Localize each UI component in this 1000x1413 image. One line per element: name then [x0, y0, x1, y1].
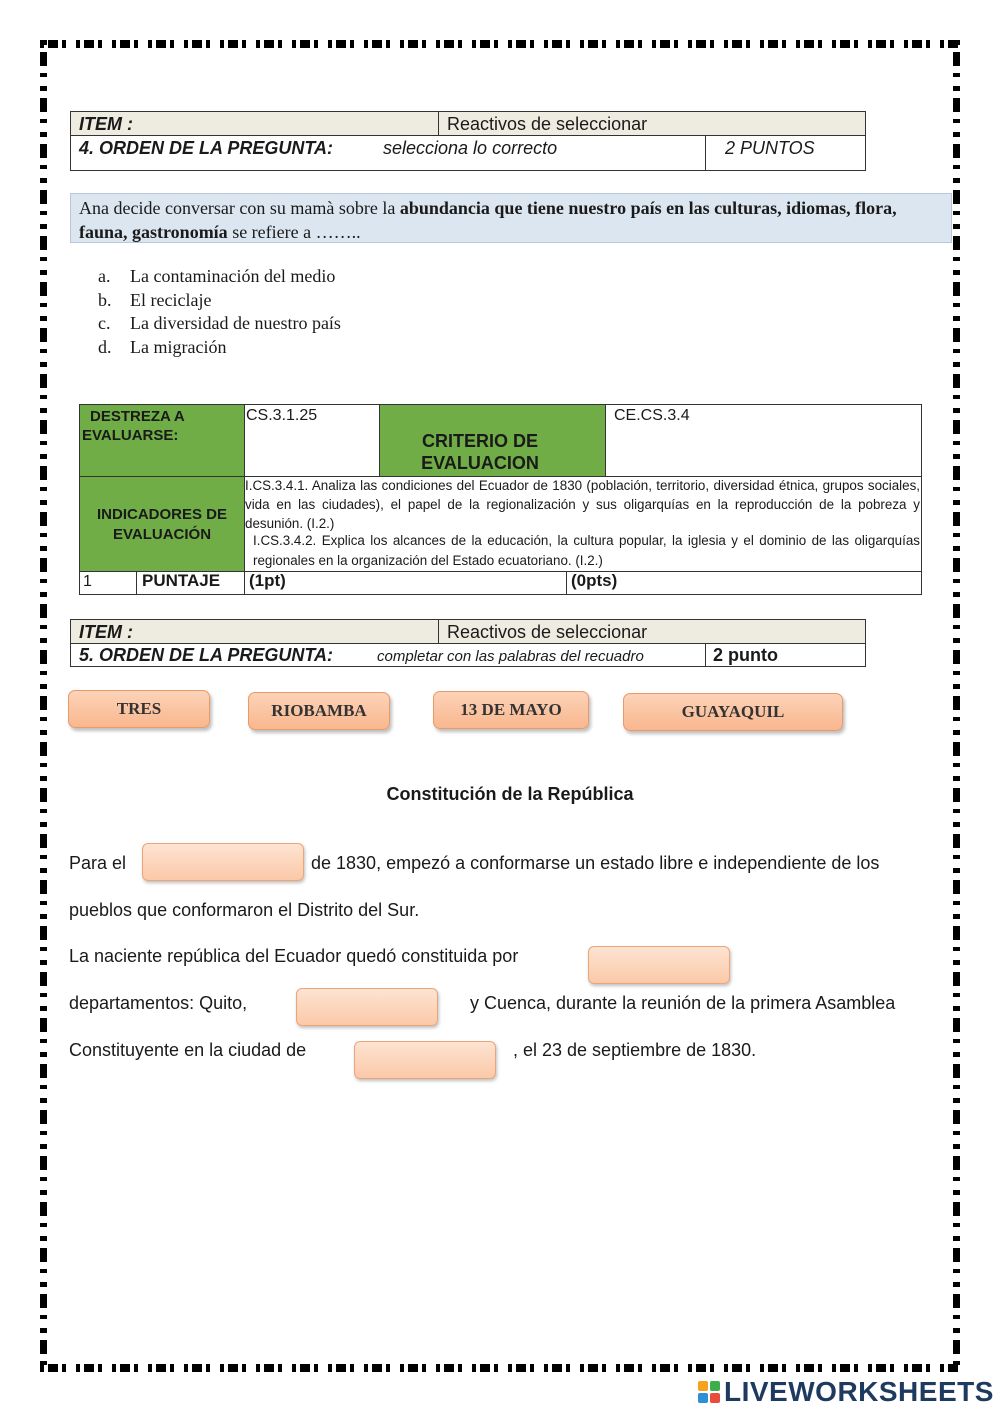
- item5-divider: [438, 620, 439, 644]
- option-text: La diversidad de nuestro país: [130, 313, 341, 333]
- item5-header: [70, 619, 866, 667]
- item4-label: ITEM :: [79, 114, 133, 134]
- grid-line: [605, 405, 606, 476]
- item5-type: Reactivos de seleccionar: [447, 622, 648, 642]
- page-border-top: [40, 40, 960, 48]
- item5-points: 2 punto: [713, 645, 778, 665]
- item4-divider: [438, 112, 439, 136]
- passage-line4-start: departamentos: Quito,: [69, 993, 248, 1013]
- item4-points-divider: [705, 136, 706, 170]
- criterio-code: CE.CS.3.4: [614, 407, 690, 424]
- one-point-label: (1pt): [249, 571, 286, 590]
- logo-grid-icon: [698, 1381, 720, 1403]
- page-border-right: [953, 40, 960, 1372]
- option-text: La contaminación del medio: [130, 266, 336, 286]
- option-letter: c.: [98, 313, 111, 333]
- page-border-bottom: [40, 1364, 960, 1372]
- blank-2-input[interactable]: [588, 946, 730, 984]
- passage-line5-start: Constituyente en la ciudad de: [69, 1040, 307, 1060]
- option-text: El reciclaje: [130, 289, 212, 310]
- option-letter: d.: [98, 336, 112, 357]
- destreza-code: CS.3.1.25: [246, 407, 318, 424]
- indicador-2: I.CS.3.4.2. Explica los alcances de la educación, la cultura popular, la iglesia y el dominio de las oligarquías regionales en la organización del Estado ecuatoriano. (I.2.): [253, 533, 920, 568]
- destreza-label: DESTREZA A EVALUARSE:: [82, 408, 185, 444]
- blank-3-input[interactable]: [296, 988, 438, 1026]
- option-letter: b.: [98, 289, 112, 310]
- passage-line1-end: de 1830, empezó a conformarse un estado libre e independiente de los: [311, 853, 880, 873]
- item5-label: ITEM :: [79, 622, 133, 642]
- item4-order-text: selecciona lo correcto: [383, 138, 558, 158]
- item5-row2: [71, 644, 865, 666]
- indicador-1: I.CS.3.4.1. Analiza las condiciones del Ecuador de 1830 (población, territorio, diversidad étnica, grupos sociales, vida en las ciudades), el papel de la regionalización y sus oligarquías en la reproducción de la pobreza y desunión. (I.2.): [245, 478, 920, 531]
- passage-title: Constitución de la República: [386, 784, 634, 804]
- page-border-left: [40, 40, 47, 1372]
- option-text: La migración: [130, 336, 227, 357]
- puntaje-label: PUNTAJE: [142, 571, 221, 590]
- passage-line4-end: y Cuenca, durante la reunión de la primera Asamblea: [470, 993, 896, 1013]
- question-text-1: Ana decide conversar con su mamà sobre la: [79, 198, 400, 218]
- item4-row1: [71, 112, 865, 136]
- indicadores-label: INDICADORES DE EVALUACIÓN: [96, 506, 227, 543]
- item4-order-label: 4. ORDEN DE LA PREGUNTA:: [79, 138, 334, 158]
- logo-text: LIVEWORKSHEETS: [724, 1376, 994, 1407]
- grid-line: [136, 571, 137, 594]
- liveworksheets-logo: [698, 1376, 994, 1408]
- question-text-bold: abundancia que tiene nuestro país en las culturas, idiomas, flora, fauna, gastronomía: [79, 198, 897, 242]
- answer-options: [98, 266, 341, 360]
- word-chip-guayaquil[interactable]: GUAYAQUIL: [623, 693, 843, 731]
- word-chip-riobamba[interactable]: RIOBAMBA: [248, 692, 390, 730]
- blank-4-input[interactable]: [354, 1041, 496, 1079]
- score-number: 1: [83, 573, 92, 590]
- passage-line5-end: , el 23 de septiembre de 1830.: [513, 1040, 757, 1060]
- grid-line: [379, 405, 380, 476]
- passage-line1-start: Para el: [69, 853, 127, 873]
- item5-order-text: completar con las palabras del recuadro: [377, 648, 644, 665]
- evaluation-table: [79, 404, 922, 595]
- passage-line3: La naciente república del Ecuador quedó constituida por: [69, 946, 519, 966]
- item4-row2: [71, 136, 865, 170]
- item4-type: Reactivos de seleccionar: [447, 114, 648, 134]
- blank-1-input[interactable]: [142, 843, 304, 881]
- item5-row1: [71, 620, 865, 644]
- passage-line2: pueblos que conformaron el Distrito del Sur.: [69, 900, 420, 920]
- zero-points-label: (0pts): [571, 571, 618, 590]
- item5-points-divider: [705, 644, 706, 666]
- word-chip-13-de-mayo[interactable]: 13 DE MAYO: [433, 691, 589, 729]
- question-text-2: se refiere a ……..: [227, 222, 361, 242]
- item4-points: 2 PUNTOS: [725, 138, 815, 158]
- question-stem: [70, 193, 952, 243]
- option-a[interactable]: [98, 266, 341, 290]
- item4-header: [70, 111, 866, 171]
- item5-order-label: 5. ORDEN DE LA PREGUNTA:: [79, 645, 334, 665]
- word-chip-tres[interactable]: TRES: [68, 690, 210, 728]
- criterio-label: CRITERIO DE EVALUACION: [421, 431, 539, 473]
- option-d[interactable]: [98, 337, 341, 361]
- option-letter: a.: [98, 266, 111, 286]
- option-b[interactable]: [98, 290, 341, 314]
- option-c[interactable]: [98, 313, 341, 337]
- grid-line: [566, 571, 567, 594]
